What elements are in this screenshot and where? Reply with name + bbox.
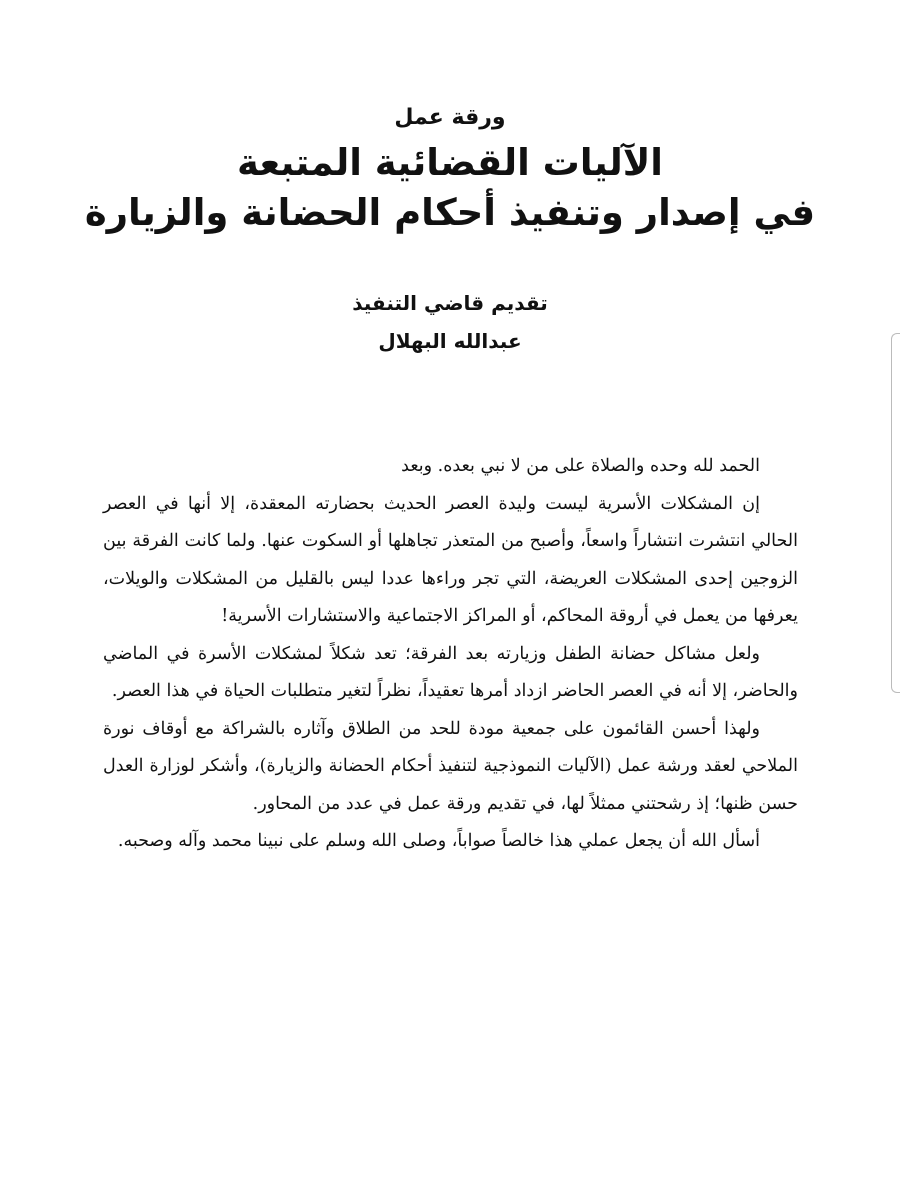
paragraph-closing: أسأل الله أن يجعل عملي هذا خالصاً صواباً، وصلى الله وسلم على نبينا محمد وآله وصحبه. — [117, 831, 760, 851]
side-panel-handle[interactable] — [891, 333, 900, 693]
presenter-name: عبدالله البهلال — [378, 329, 522, 353]
paragraph: إن المشكلات الأسرية ليست وليدة العصر الحديث بحضارته المعقدة، إلا أنها في العصر الحالي انتشرت انتشاراً واسعاً، وأصبح من المتعذر تجاهلها أو السكوت عنها. ولما كانت الفرقة بين الزوجين إحدى المشكلات العريضة، التي تجر وراءها عددا ليس بالقليل من المشكلات والويلات، يعرفها من يعمل في أروقة المحاكم، أو المراكز الاجتماعية والاستشارات الأسرية! — [103, 493, 798, 626]
document-title-line-1: الآليات القضائية المتبعة — [237, 141, 663, 184]
document-title-line-2: في إصدار وتنفيذ أحكام الحضانة والزيارة — [84, 191, 816, 234]
paragraph: ولعل مشاكل حضانة الطفل وزيارته بعد الفرقة؛ تعد شكلاً لمشكلات الأسرة في الماضي والحاضر، إلا أنه في العصر الحاضر ازداد أمرها تعقيداً، نظراً لتغير متطلبات الحياة في هذا العصر. — [103, 643, 798, 701]
paragraph-opening: الحمد لله وحده والصلاة على من لا نبي بعده. وبعد — [401, 456, 760, 476]
paragraph: ولهذا أحسن القائمون على جمعية مودة للحد من الطلاق وآثاره بالشراكة مع أوقاف نورة الملاحي لعقد ورشة عمل (الآليات النموذجية لتنفيذ أحكام الحضانة والزيارة)، وأشكر لوزارة العدل حسن ظنها؛ إذ رشحتني ممثلاً لها، في تقديم ورقة عمل في عدد من المحاور. — [103, 718, 798, 814]
document-title-block — [0, 98, 900, 238]
presenter-block — [0, 284, 900, 360]
presenter-role: تقديم قاضي التنفيذ — [352, 291, 548, 315]
document-label: ورقة عمل — [394, 105, 506, 130]
document-body — [103, 448, 798, 861]
